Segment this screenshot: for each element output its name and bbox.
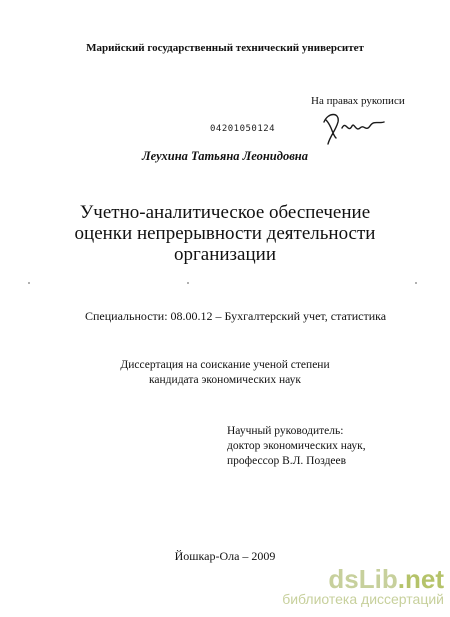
watermark-subtitle: библиотека диссертаций: [282, 591, 444, 607]
logo-tld: .net: [397, 564, 444, 594]
dslib-logo: [282, 565, 444, 593]
author-name: Леухина Татьяна Леонидовна: [142, 149, 308, 163]
dslib-watermark: [282, 565, 444, 607]
title-line: оценки непрерывности деятельности: [74, 223, 376, 244]
city-year: Йошкар-Ола – 2009: [174, 549, 276, 563]
handwritten-signature: [318, 110, 388, 146]
title-line: организации: [173, 244, 276, 265]
dissertation-title: [0, 202, 450, 265]
scan-speck: [187, 282, 189, 284]
degree-line: кандидата экономических наук: [149, 374, 301, 386]
degree-line: Диссертация на соискание ученой степени: [120, 359, 330, 371]
advisor-line: профессор В.Л. Поздеев: [227, 455, 347, 467]
logo-main: dsLib: [328, 564, 398, 594]
registration-number: 04201050124: [210, 124, 276, 134]
manuscript-note: На правах рукописи: [311, 95, 405, 107]
specialty-line: Специальности: 08.00.12 – Бухгалтерский учет, статистика: [85, 309, 387, 323]
dissertation-degree: [0, 358, 450, 388]
scientific-advisor: [227, 424, 366, 469]
scan-speck: [28, 282, 30, 284]
advisor-line: доктор экономических наук,: [227, 440, 366, 452]
university-name: Марийский государственный технический университет: [86, 42, 364, 54]
title-line: Учетно-аналитическое обеспечение: [79, 202, 371, 223]
scan-speck: [415, 282, 417, 284]
advisor-line: Научный руководитель:: [227, 425, 344, 437]
